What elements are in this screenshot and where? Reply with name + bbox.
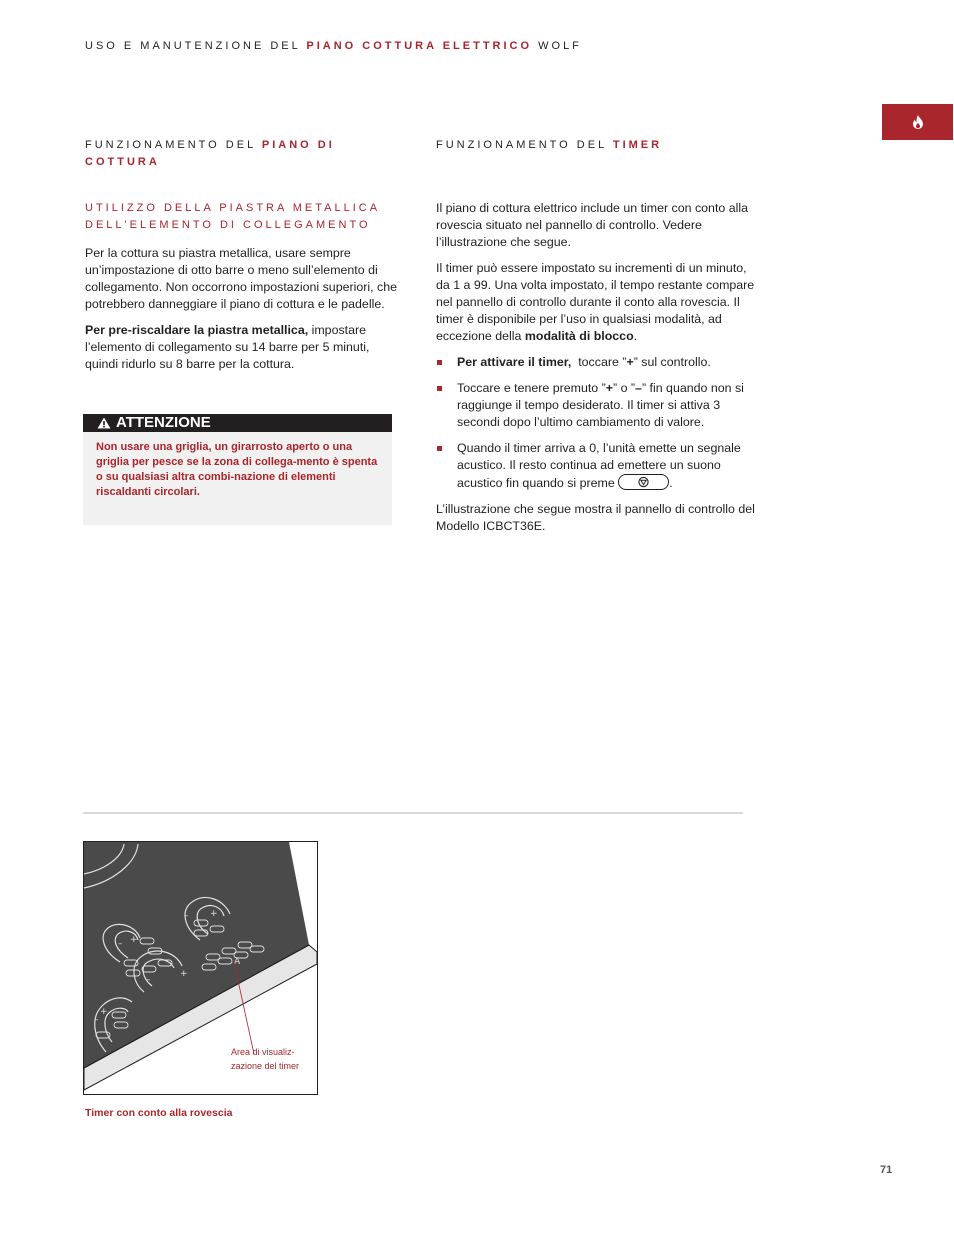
text: Quando il timer arriva a 0, l’unità emette un segnale acustico. Il resto continua ad emettere un suono acustico fin quando si preme	[457, 441, 741, 490]
heading-highlight: PIANO DI	[261, 139, 335, 151]
bold-lead: Per pre-riscaldare la piastra metallica,	[85, 323, 309, 337]
heading-highlight-2: COTTURA	[85, 156, 160, 168]
heading-prefix: FUNZIONAMENTO DEL	[436, 139, 607, 151]
text: Toccare e tenere premuto ”	[457, 381, 606, 395]
header-product: PIANO COTTURA ELETTRICO	[306, 40, 533, 52]
flame-icon	[912, 115, 924, 129]
page-number: 71	[880, 1164, 893, 1176]
figure-caption: Timer con conto alla rovescia	[85, 1107, 233, 1119]
list-item	[436, 440, 756, 492]
subheading-line1: UTILIZZO DELLA PIASTRA METALLICA	[85, 202, 381, 214]
bullet-list	[436, 354, 756, 492]
warning-box	[83, 414, 392, 525]
svg-text:–: –	[146, 975, 151, 985]
timer-key-icon	[619, 475, 668, 489]
list-item	[436, 380, 756, 431]
callout-line2: zazione del timer	[231, 1061, 300, 1071]
svg-text:+: +	[100, 1007, 108, 1017]
svg-text:A: A	[234, 957, 241, 967]
text: ” sul controllo.	[633, 355, 711, 369]
minus-symbol: –	[635, 381, 642, 395]
bold-text: modalità di blocco	[524, 329, 634, 343]
header-brand: WOLF	[538, 40, 582, 52]
section-heading-cooktop	[85, 137, 385, 171]
svg-text:+: +	[130, 935, 138, 945]
text: .	[633, 329, 638, 343]
heading-prefix: FUNZIONAMENTO DEL	[85, 139, 256, 151]
plus-symbol: +	[605, 381, 614, 395]
subheading-griddle	[85, 200, 405, 234]
timer-key-button-illustration	[618, 474, 669, 490]
divider	[83, 812, 743, 814]
header-prefix: USO E MANUTENZIONE DEL	[85, 40, 301, 52]
paragraph-text: impostare l’elemento di collegamento su 14 barre per 5 minuti, quindi ridurlo su 8 barre per la cottura.	[85, 323, 370, 371]
text: ” fin quando non si raggiunge il tempo desiderato. Il timer si attiva 3 secondi dopo l’ultimo cambiamento di valore.	[457, 381, 744, 429]
timer-display-callout	[231, 1045, 299, 1073]
plus-symbol: +	[626, 355, 634, 369]
text: toccare ”	[571, 355, 627, 369]
svg-text:+: +	[210, 909, 218, 919]
svg-text:+: +	[180, 969, 188, 979]
list-item	[436, 354, 756, 371]
text: Il timer può essere impostato su incrementi di un minuto, da 1 a 99. Una volta impostato, il tempo restante compare nel pannello di controllo durante il conto alla rovescia. Il timer è disponibile per l’uso in qualsiasi modalità, ad eccezione della	[436, 261, 755, 343]
warning-title-bar	[83, 414, 392, 432]
svg-text:–: –	[94, 1015, 99, 1025]
text: ” o ”	[613, 381, 636, 395]
svg-text:–: –	[184, 911, 189, 921]
paragraph: Per la cottura su piastra metallica, usare sempre un’impostazione di otto barre o meno sull’elemento di collegamento. Non occorrono impostazioni superiori, che potrebbero danneggiare il piano di cottura e le padelle.	[85, 246, 397, 311]
right-body	[436, 200, 756, 544]
warning-text: Non usare una griglia, un girarrosto aperto o una griglia per pesce se la zona di collega-mento è spenta o su qualsiasi altra combi-nazione di elementi riscaldanti circolari.	[96, 441, 378, 498]
paragraph-increments	[436, 260, 756, 345]
text: .	[669, 476, 673, 490]
left-body	[85, 245, 403, 382]
heading-highlight: TIMER	[612, 139, 663, 151]
callout-line1: Area di visualiz-	[231, 1047, 295, 1057]
paragraph-preheat	[85, 322, 403, 373]
warning-triangle-icon	[97, 417, 111, 429]
svg-text:–: –	[118, 939, 123, 949]
section-tab	[882, 104, 953, 140]
paragraph: L’illustrazione che segue mostra il pannello di controllo del Modello ICBCT36E.	[436, 502, 755, 533]
control-panel-figure	[83, 841, 318, 1095]
subheading-line2: DELL'ELEMENTO DI COLLEGAMENTO	[85, 219, 371, 231]
bold-lead: Per attivare il timer,	[457, 355, 572, 369]
warning-title: ATTENZIONE	[116, 414, 211, 431]
section-heading-timer	[436, 137, 756, 154]
paragraph: Il piano di cottura elettrico include un timer con conto alla rovescia situato nel pannello di controllo. Vedere l’illustrazione che segue.	[436, 201, 749, 249]
running-header	[85, 40, 582, 52]
